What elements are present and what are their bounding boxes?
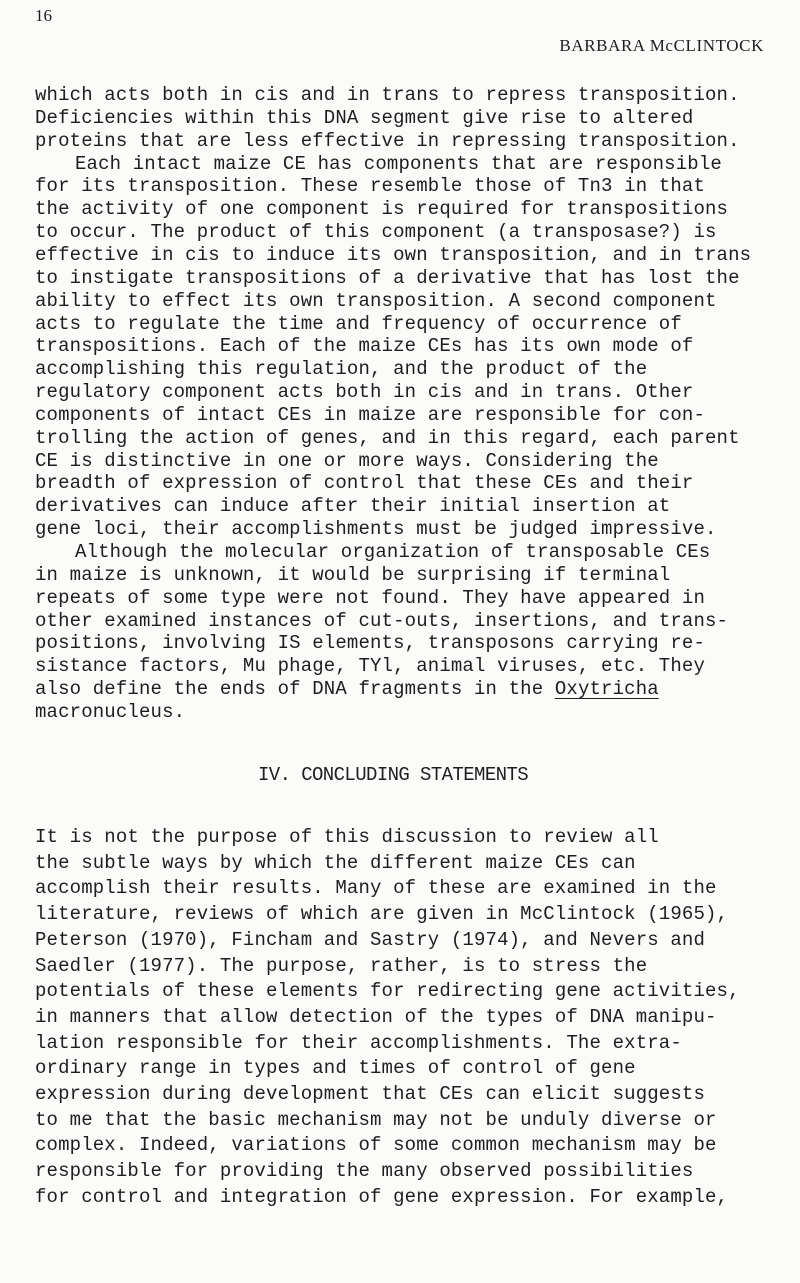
- text-line: [35, 701, 185, 723]
- text-line: [35, 267, 740, 289]
- text-line-content: accomplish their results. Many of these are examined in the: [35, 877, 717, 900]
- text-line: [35, 852, 636, 874]
- text-line: [35, 495, 670, 517]
- text-line: [35, 427, 740, 449]
- underlined-term: Oxytricha: [554, 678, 659, 701]
- page-number: 16: [35, 6, 52, 25]
- text-line-content: CE is distinctive in one or more ways. Considering the: [35, 449, 659, 472]
- text-line-content: proteins that are less effective in repressing transposition.: [35, 129, 740, 152]
- text-line-content: trolling the action of genes, and in this regard, each parent: [35, 426, 740, 449]
- text-line: [35, 929, 705, 951]
- text-line-content: the activity of one component is required for transpositions: [35, 198, 729, 221]
- text-line: [35, 610, 728, 632]
- text-line: [35, 1032, 682, 1054]
- text-line-content: Saedler (1977). The purpose, rather, is to stress the: [35, 954, 648, 977]
- text-line: [35, 175, 705, 197]
- text-line: [35, 655, 705, 677]
- text-line-content: also define the ends of DNA fragments in the: [35, 678, 555, 701]
- text-line: [35, 980, 740, 1002]
- text-line: [35, 198, 728, 220]
- text-line: [75, 541, 710, 563]
- text-line: [35, 130, 740, 152]
- text-line-content: for its transposition. These resemble those of Tn3 in that: [35, 175, 706, 198]
- text-line: [35, 404, 705, 426]
- text-line-content: in manners that allow detection of the types of DNA manipu-: [35, 1005, 717, 1028]
- text-line: [35, 1006, 717, 1028]
- text-line-content: in maize is unknown, it would be surprising if terminal: [35, 563, 671, 586]
- text-line: [35, 381, 693, 403]
- text-line-content: lation responsible for their accomplishments. The extra-: [35, 1031, 682, 1054]
- text-line: [35, 1186, 728, 1208]
- text-line: [35, 632, 705, 654]
- text-line: [35, 313, 682, 335]
- text-line-content: positions, involving IS elements, transposons carrying re-: [35, 632, 706, 655]
- text-line: [35, 244, 751, 266]
- text-line-content: Peterson (1970), Fincham and Sastry (1974), and Nevers and: [35, 928, 706, 951]
- text-line-content: breadth of expression of control that these CEs and their: [35, 472, 694, 495]
- text-line-content: other examined instances of cut-outs, insertions, and trans-: [35, 609, 729, 632]
- text-line-content: Each intact maize CE has components that are responsible: [75, 152, 722, 175]
- text-line-content: complex. Indeed, variations of some common mechanism may be: [35, 1134, 717, 1157]
- text-line: [35, 587, 705, 609]
- text-line-content: It is not the purpose of this discussion to review all: [35, 826, 659, 848]
- text-line: [35, 1109, 717, 1131]
- text-line-content: components of intact CEs in maize are responsible for con-: [35, 403, 706, 426]
- text-line: [35, 1057, 636, 1079]
- text-line: [35, 1160, 693, 1182]
- text-line-content: potentials of these elements for redirecting gene activities,: [35, 980, 740, 1003]
- text-line: [35, 877, 717, 899]
- text-line-content: which acts both in cis and in trans to repress transposition.: [35, 84, 740, 106]
- text-line: [35, 221, 717, 243]
- text-line-content: gene loci, their accomplishments must be judged impressive.: [35, 518, 717, 541]
- text-line: [35, 290, 717, 312]
- text-line-content: ordinary range in types and times of control of gene: [35, 1057, 636, 1080]
- text-line-content: for control and integration of gene expression. For example,: [35, 1185, 729, 1208]
- section-heading: IV. CONCLUDING STATEMENTS: [258, 764, 529, 786]
- text-line-content: macronucleus.: [35, 700, 186, 723]
- text-line: [35, 84, 740, 106]
- text-line: [35, 1083, 705, 1105]
- text-line-content: acts to regulate the time and frequency of occurrence of: [35, 312, 682, 335]
- text-line: [35, 955, 647, 977]
- text-line: [35, 472, 693, 494]
- text-line-content: to occur. The product of this component (a transposase?) is: [35, 221, 717, 244]
- text-line: [35, 107, 693, 129]
- text-line: [35, 903, 728, 925]
- text-line-content: repeats of some type were not found. They have appeared in: [35, 586, 706, 609]
- text-line-content: the subtle ways by which the different maize CEs can: [35, 851, 636, 874]
- text-line-content: derivatives can induce after their initial insertion at: [35, 495, 671, 518]
- running-head: BARBARA McCLINTOCK: [559, 36, 764, 55]
- text-line-content: to me that the basic mechanism may not be unduly diverse or: [35, 1108, 717, 1131]
- text-line: [35, 678, 659, 700]
- text-line-content: ability to effect its own transposition. A second component: [35, 289, 717, 312]
- text-line-content: Although the molecular organization of transposable CEs: [75, 541, 711, 563]
- text-line-content: sistance factors, Mu phage, TYl, animal viruses, etc. They: [35, 655, 706, 678]
- text-line-content: responsible for providing the many observed possibilities: [35, 1160, 694, 1183]
- text-line: [35, 335, 693, 357]
- text-line-content: transpositions. Each of the maize CEs has its own mode of: [35, 335, 694, 358]
- text-line-content: effective in cis to induce its own transposition, and in trans: [35, 243, 752, 266]
- text-line-content: expression during development that CEs can elicit suggests: [35, 1083, 706, 1105]
- text-line: [35, 450, 659, 472]
- text-line-content: regulatory component acts both in cis and in trans. Other: [35, 381, 694, 404]
- text-line: [35, 564, 670, 586]
- text-line-content: literature, reviews of which are given in McClintock (1965),: [35, 903, 729, 926]
- text-line: [75, 153, 722, 175]
- text-line: [35, 518, 717, 540]
- text-line: [35, 826, 659, 848]
- text-line-content: to instigate transpositions of a derivative that has lost the: [35, 266, 740, 289]
- text-line: [35, 1134, 717, 1156]
- text-line-content: Deficiencies within this DNA segment give rise to altered: [35, 106, 694, 129]
- text-line: [35, 358, 647, 380]
- text-line-content: accomplishing this regulation, and the product of the: [35, 358, 648, 381]
